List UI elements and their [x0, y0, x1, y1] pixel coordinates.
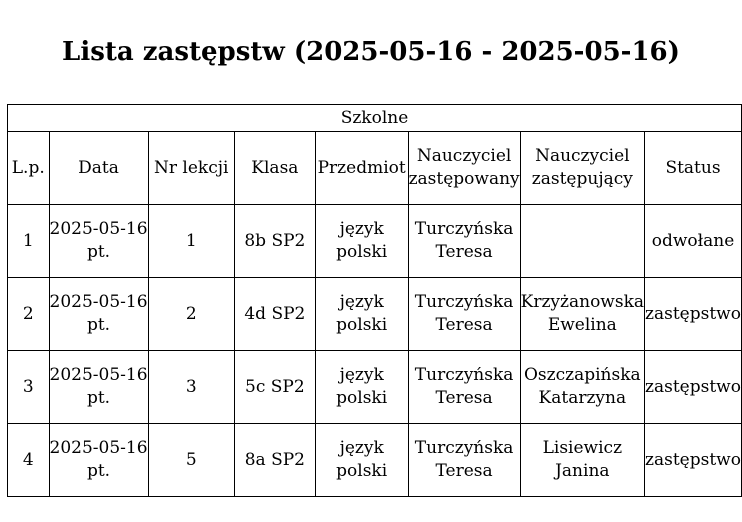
cell-status: zastępstwo: [645, 278, 742, 351]
cell-przedmiot-line2: polski: [336, 461, 388, 481]
table-body: [8, 205, 742, 497]
cell-date-value: 2025-05-16: [49, 438, 148, 458]
cell-date-value: 2025-05-16: [49, 292, 148, 312]
cell-day: pt.: [86, 461, 111, 481]
column-header-row: [8, 132, 742, 205]
table-row: [8, 278, 742, 351]
cell-status: zastępstwo: [645, 351, 742, 424]
table-row: [8, 351, 742, 424]
cell-zastepujacy-name: Katarzyna: [538, 388, 627, 408]
header-lp: L.p.: [8, 132, 50, 205]
cell-zastepowany: [408, 424, 520, 497]
cell-nr-lekcji: 1: [148, 205, 234, 278]
substitutions-table: [7, 104, 742, 497]
cell-zastepujacy: [520, 424, 644, 497]
cell-zastepowany-name: Teresa: [435, 315, 493, 335]
cell-date-value: 2025-05-16: [49, 219, 148, 239]
section-title: Szkolne: [8, 105, 742, 132]
cell-przedmiot-line2: polski: [336, 242, 388, 262]
section-header-row: [8, 105, 742, 132]
cell-przedmiot-line1: język: [339, 219, 384, 239]
cell-klasa: 8a SP2: [234, 424, 315, 497]
cell-zastepowany: [408, 278, 520, 351]
header-nauczyciel-zastepowany: [408, 132, 520, 205]
cell-zastepujacy-surname: Krzyżanowska: [520, 292, 645, 312]
cell-przedmiot: [315, 278, 408, 351]
cell-zastepujacy: [520, 351, 644, 424]
cell-zastepowany-name: Teresa: [435, 242, 493, 262]
cell-day: pt.: [86, 388, 111, 408]
cell-date: [49, 424, 148, 497]
header-zastp-line2: zastępujący: [531, 169, 633, 189]
cell-zastepujacy-name: Janina: [555, 461, 610, 481]
cell-przedmiot: [315, 351, 408, 424]
cell-zastepujacy: [520, 278, 644, 351]
cell-nr-lekcji: 3: [148, 351, 234, 424]
cell-zastepujacy-name: Ewelina: [547, 315, 617, 335]
cell-nr-lekcji: 2: [148, 278, 234, 351]
cell-day: pt.: [86, 315, 111, 335]
cell-zastepowany: [408, 205, 520, 278]
page-title: Lista zastępstw (2025-05-16 - 2025-05-16): [62, 37, 680, 67]
cell-zastepowany-surname: Turczyńska: [414, 438, 514, 458]
cell-klasa: 4d SP2: [234, 278, 315, 351]
cell-zastepowany-surname: Turczyńska: [414, 365, 514, 385]
header-status: Status: [645, 132, 742, 205]
cell-lp: 2: [8, 278, 50, 351]
cell-zastepowany-surname: Turczyńska: [414, 219, 514, 239]
cell-zastepujacy-surname: Oszczapińska: [523, 365, 641, 385]
cell-status: zastępstwo: [645, 424, 742, 497]
cell-lp: 3: [8, 351, 50, 424]
cell-date: [49, 278, 148, 351]
cell-przedmiot: [315, 424, 408, 497]
cell-zastepujacy-surname: Lisiewicz: [542, 438, 623, 458]
cell-date-value: 2025-05-16: [49, 365, 148, 385]
cell-lp: 1: [8, 205, 50, 278]
cell-przedmiot-line2: polski: [336, 315, 388, 335]
header-zastp-line1: Nauczyciel: [535, 146, 630, 166]
cell-date: [49, 351, 148, 424]
header-zast-line2: zastępowany: [408, 169, 520, 189]
header-klasa: Klasa: [234, 132, 315, 205]
cell-nr-lekcji: 5: [148, 424, 234, 497]
cell-przedmiot-line1: język: [339, 365, 384, 385]
cell-zastepujacy: [520, 205, 644, 278]
cell-przedmiot-line1: język: [339, 292, 384, 312]
cell-day: pt.: [86, 242, 111, 262]
cell-lp: 4: [8, 424, 50, 497]
table-row: [8, 424, 742, 497]
header-zast-line1: Nauczyciel: [416, 146, 512, 166]
cell-przedmiot: [315, 205, 408, 278]
cell-klasa: 5c SP2: [234, 351, 315, 424]
cell-przedmiot-line1: język: [339, 438, 384, 458]
cell-klasa: 8b SP2: [234, 205, 315, 278]
header-nr-lekcji: Nr lekcji: [148, 132, 234, 205]
header-przedmiot: Przedmiot: [315, 132, 408, 205]
table-row: [8, 205, 742, 278]
header-nauczyciel-zastepujacy: [520, 132, 644, 205]
cell-date: [49, 205, 148, 278]
cell-zastepowany-surname: Turczyńska: [414, 292, 514, 312]
cell-status: odwołane: [645, 205, 742, 278]
cell-zastepowany: [408, 351, 520, 424]
cell-zastepowany-name: Teresa: [435, 461, 493, 481]
header-data: Data: [49, 132, 148, 205]
cell-zastepowany-name: Teresa: [435, 388, 493, 408]
cell-przedmiot-line2: polski: [336, 388, 388, 408]
